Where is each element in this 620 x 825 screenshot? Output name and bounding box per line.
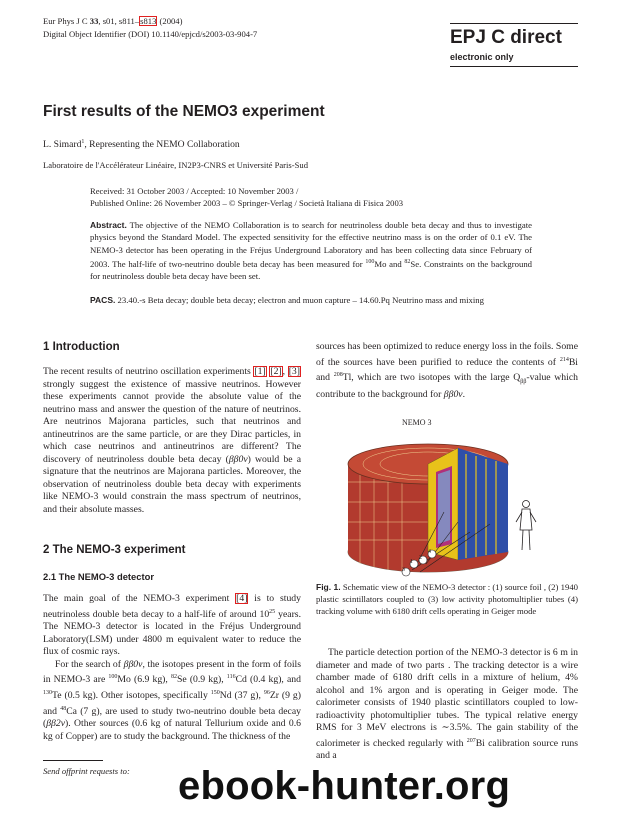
callout-4: 4 (428, 549, 431, 555)
callout-1: 1 (410, 559, 413, 565)
pacs-label: PACS. (90, 295, 116, 305)
section-2-1-body: The main goal of the NEMO-3 experiment [4] is to study neutrinoless double beta decay to a half-life of around $10^{25}$ years. The NEMO-3 detector is located in the Fréjus Underground Laboratory(LSM) under 4800 m equivalent water to reduce the flux of cosmic rays. For the search of ββ0ν, the isotopes present in the form of foils in NEMO-3 are $^{100}$Mo (6.9 kg), $^{82}$Se (0.9 kg), $^{116}$Cd (0.4 kg), and $^{130}$Te (0.5 kg). Other isotopes, specifically $^{150}$Nd (37 g), $^{96}$Zr (9 g) and $^{48}$Ca (7 g), are used to study two-neutrino double beta decay (ββ2ν). Other sources (0.6 kg of natural Tellurium oxide and 0.6 kg of Copper) are to study the background. The thickness of the (43, 593, 301, 742)
paper-title: First results of the NEMO3 experiment (43, 103, 325, 120)
abstract-label: Abstract. (90, 220, 127, 230)
author-name: L. Simard (43, 139, 82, 151)
section-1-body: The recent results of neutrino oscillation experiments [1] [2], [3] strongly suggest the existence of massive neutrinos. However these experiments cannot provide the absolute value of the neutrino mass and answer the question of the nature of neutrinos. Are neutrinos Majorana particles, such that neutrinos and antineutrinos are the same particle, or are they Dirac particles, in which case neutrinos and antineutrinos are different? The discovery of neutrinoless double beta decay (ββ0ν) would be a signature that the neutrinos are Majorana particles. Moreover, the observation of neutrinoless double beta decay with experiments like NEMO-3 would constrain the mass spectrum of neutrinos, and their absolute masses. (43, 366, 301, 515)
watermark: ebook-hunter.org (178, 764, 511, 808)
author-line: L. Simard$^1$, Representing the NEMO Collaboration (43, 139, 240, 151)
affiliation: Laboratoire de l'Accélérateur Linéaire, IN2P3-CNRS et Université Paris-Sud (43, 160, 309, 170)
abstract: Abstract. The objective of the NEMO Collaboration is to search for neutrinoless double beta decay and thus to investigate physics beyond the Standard Model. The expected sensitivity for the effective neutrino mass is on the order of 0.1 eV. The NEMO-3 detector has been operating in the Fréjus Underground Laboratory and has been collecting data since February of 2003. The half-life of two-neutrino double beta decay has been measured for $^{100}$Mo and $^{82}$Se. Constraints on the background for neutrinoless double beta decay have been set. (90, 220, 533, 282)
figure-title: NEMO 3 (402, 418, 432, 427)
callout-3: 3 (402, 567, 405, 573)
figure-1 (340, 412, 558, 582)
journal-citation: Eur Phys J C 33, s01, s811–s813 (2004) (43, 16, 183, 26)
pacs: PACS. 23.40.-s Beta decay; double beta decay; electron and muon capture – 14.60.Pq Neutrino mass and mixing (90, 295, 484, 305)
section-1-heading: 1 Introduction (43, 341, 120, 353)
nemo3-detector-illustration (340, 412, 558, 582)
citation-2[interactable]: [2] (270, 366, 282, 377)
citation-3[interactable]: [3] (288, 366, 300, 377)
right-column-body: The particle detection portion of the NEMO-3 detector is 6 m in diameter and made of two parts . The tracking detector is a wire chamber made of 6180 drift cells in a mixture of helium, 4% alcohol and 1% argon and is operating in Geiger mode. The calorimeter consists of 1940 plastic scintillators coupled to low-radioactivity photomultiplier tubes. The typical relative energy RMS for 3 MeV electrons is ∼3.5%. The gain stability of the calorimeter is checked regularly with $^{207}$Bi calibration source runs and a (316, 647, 578, 762)
citation-1[interactable]: [1] (254, 366, 266, 377)
citation-4[interactable]: [4] (236, 593, 248, 604)
callout-2: 2 (419, 555, 422, 561)
last-page-link[interactable]: s813 (140, 16, 157, 26)
received-dates: Received: 31 October 2003 / Accepted: 10 November 2003 / Published Online: 26 November 2003 – © Springer-Verlag / Società Italiana di Fisica 2003 (90, 186, 404, 208)
header-rule-top (450, 23, 578, 24)
journal-logo-subtitle: electronic only (450, 52, 514, 62)
header-rule-bottom (450, 66, 578, 67)
right-column-intro: sources has been optimized to reduce energy loss in the foils. Some of the sources have been purified to reduce the contents of $^{214}$Bi and $^{208}$Tl, which are two isotopes with the large $Q_{\beta\beta}$-value which contribute to the background for ββ0ν. (316, 341, 578, 400)
figure-caption-label: Fig. 1. (316, 582, 341, 592)
figure-1-caption: Fig. 1. Schematic view of the NEMO-3 detector : (1) source foil , (2) 1940 plastic scintillators coupled to (3) low activity photomultiplier tubes (4) tracking volume with 6180 drift cells operating in Geiger mode (316, 582, 579, 616)
section-2-1-heading: 2.1 The NEMO-3 detector (43, 571, 154, 582)
footnote-rule (43, 760, 103, 761)
journal-logo-title: EPJ C direct (450, 27, 562, 48)
section-2-heading: 2 The NEMO-3 experiment (43, 544, 186, 556)
doi-line: Digital Object Identifier (DOI) 10.1140/epjcd/s2003-03-904-7 (43, 29, 258, 39)
footnote: Send offprint requests to: (43, 766, 130, 776)
